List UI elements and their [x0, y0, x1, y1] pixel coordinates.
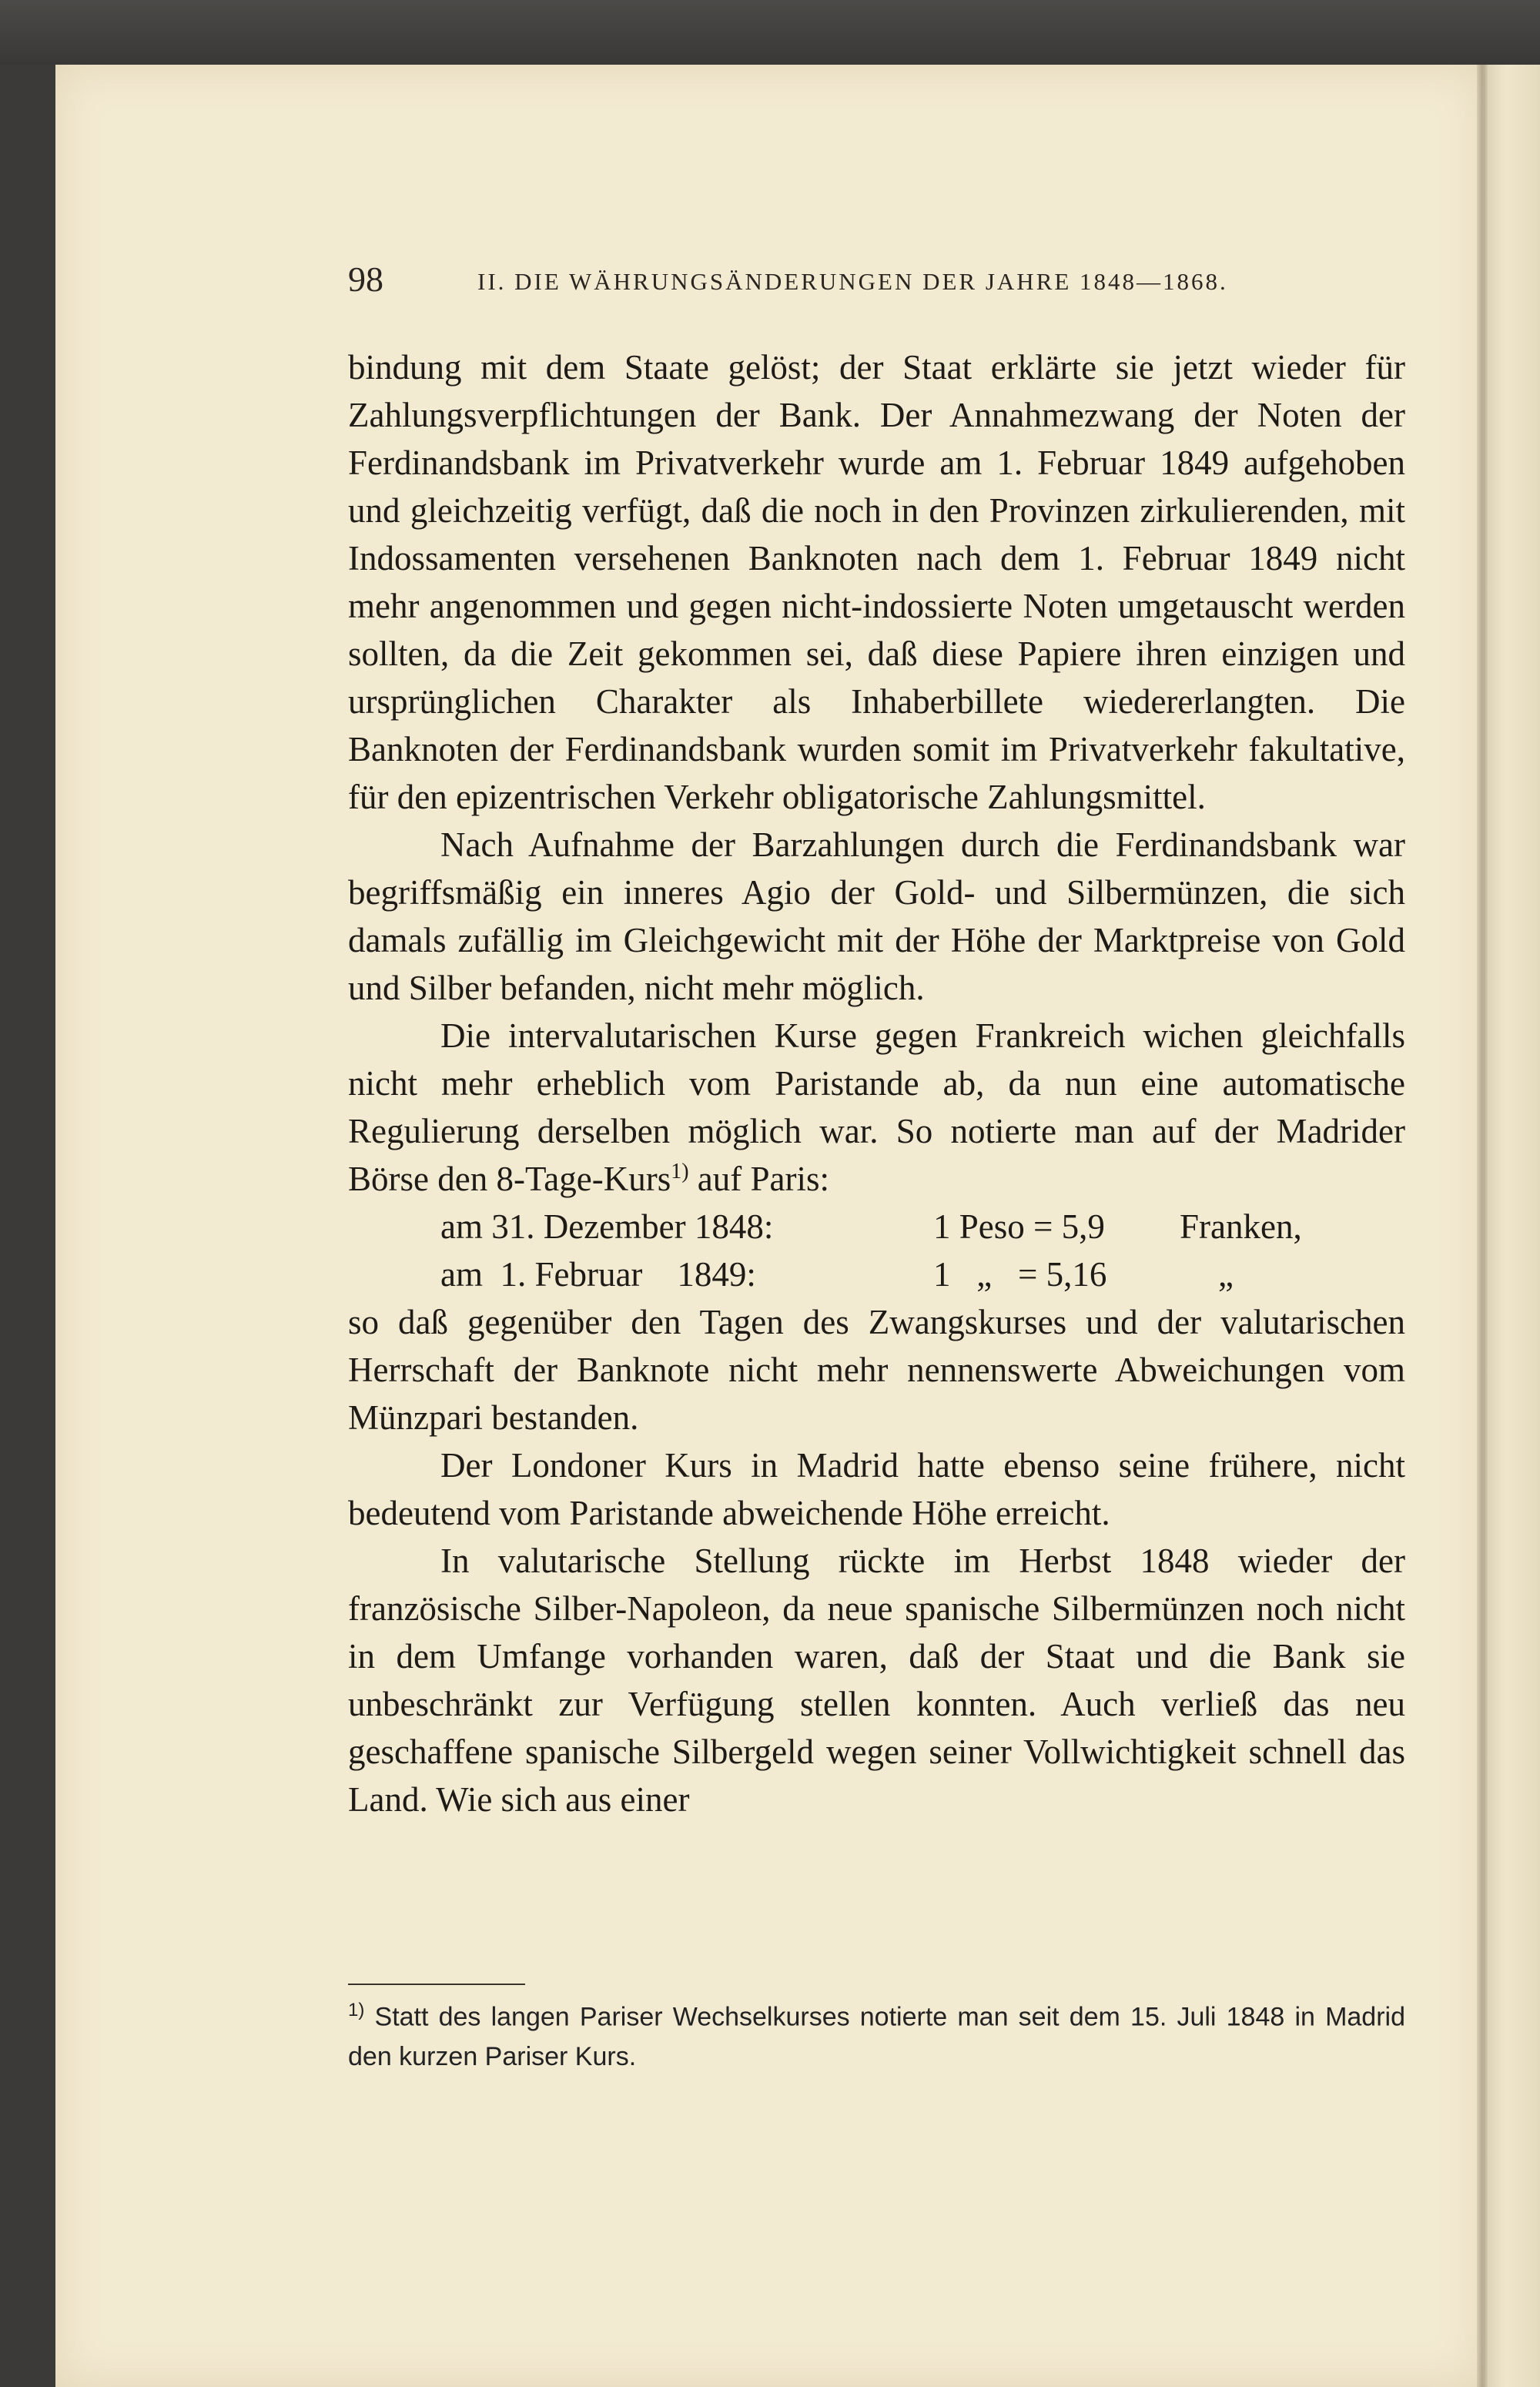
body-text: [348, 343, 1405, 1823]
paragraph-3-end: auf Paris:: [688, 1160, 830, 1198]
rate-1-equation: 1 Peso = 5,9: [933, 1207, 1105, 1246]
footnote: [348, 1990, 1405, 2077]
footnote-rule: [348, 1984, 525, 1985]
page-gutter-shadow: [1477, 65, 1488, 2387]
paragraph-3-text: Die intervalutarischen Kurse gegen Frankreich wichen gleichfalls nicht mehr erheblich vom Paristande ab, da nun eine automatische Regulierung derselben möglich war. So notierte man auf der Madrider Börse den 8-Tage-Kurs: [348, 1016, 1405, 1198]
exchange-rate-line-2: [348, 1250, 1405, 1298]
page-header: [348, 259, 1401, 305]
footnote-text: Statt des langen Pariser Wechselkurses notierte man seit dem 15. Juli 1848 in Madrid den kurzen Pariser Kurs.: [348, 2002, 1405, 2072]
rate-1-date: am 31. Dezember 1848:: [440, 1207, 774, 1246]
paragraph-1: bindung mit dem Staate gelöst; der Staat erklärte sie jetzt wieder für Zahlungsverpflichtungen der Bank. Der Annahmezwang der Noten der Ferdinandsbank im Privatverkehr wurde am 1. Februar 1849 aufgehoben und gleichzeitig verfügt, daß die noch in den Provinzen zirkulierenden, mit Indossamenten versehenen Banknoten nach dem 1. Februar 1849 nicht mehr angenommen und gegen nicht-indossierte Noten umgetauscht werden sollten, da die Zeit gekommen sei, daß diese Papiere ihren einzigen und ursprünglichen Charakter als Inhaberbillete wiedererlangten. Die Banknoten der Ferdinandsbank wurden somit im Privatverkehr fakultative, für den epizentrischen Verkehr obligatorische Zahlungsmittel.: [348, 348, 1405, 816]
page-number: 98: [348, 259, 383, 299]
paragraph-5: In valutarische Stellung rückte im Herbst 1848 wieder der französische Silber-Napoleon, da neue spanische Silbermünzen noch nicht in dem Umfange vorhanden waren, daß der Staat und die Bank sie unbeschränkt zur Verfügung stellen konnten. Auch verließ das neu geschaffene spanische Silbergeld wegen seiner Vollwichtigkeit schnell das Land. Wie sich aus einer: [348, 1542, 1405, 1819]
paragraph-2: Nach Aufnahme der Barzahlungen durch die Ferdinandsbank war begriffsmäßig ein inneres Agio der Gold- und Silbermünzen, die sich damals zufällig im Gleichgewicht mit der Höhe der Marktpreise von Gold und Silber befanden, nicht mehr möglich.: [348, 825, 1405, 1007]
rate-2-equation: 1 „ = 5,16: [933, 1255, 1107, 1294]
paragraph-4: Der Londoner Kurs in Madrid hatte ebenso seine frühere, nicht bedeutend vom Paristande abweichende Höhe erreicht.: [348, 1446, 1405, 1532]
running-title: II. DIE WÄHRUNGSÄNDERUNGEN DER JAHRE 1848—1868.: [477, 268, 1228, 295]
rate-1-unit: Franken,: [1180, 1207, 1302, 1246]
rate-2-unit: „: [1218, 1255, 1234, 1294]
footnote-reference: 1): [671, 1160, 689, 1183]
next-page-edge: [1484, 65, 1540, 2387]
scan-background-top: [0, 0, 1540, 65]
rate-2-date: am 1. Februar 1849:: [440, 1255, 756, 1294]
paragraph-3: [348, 1012, 1405, 1203]
footnote-mark: 1): [348, 2000, 365, 2020]
exchange-rate-line-1: [348, 1203, 1405, 1250]
paragraph-3-continuation: so daß gegenüber den Tagen des Zwangskurses und der valutarischen Herrschaft der Banknote nicht mehr nennenswerte Abweichungen vom Münzpari bestanden.: [348, 1303, 1405, 1437]
